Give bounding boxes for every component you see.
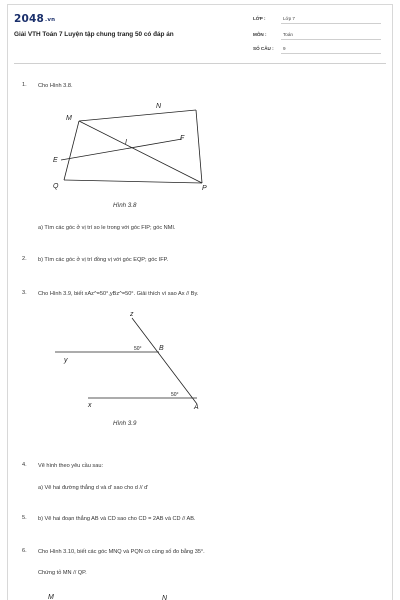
question-text: a) Tìm các góc ở vị trí so le trong với góc FIP; góc NMI.	[38, 225, 176, 231]
question-text: Cho Hình 3.8.	[38, 83, 73, 89]
label-E: E	[53, 157, 58, 164]
site-logo[interactable]: 2048.vn	[14, 13, 56, 25]
label-M: M	[66, 115, 72, 122]
label-M: M	[48, 594, 54, 600]
figure-3-9	[55, 304, 225, 430]
meta-class	[253, 14, 381, 24]
segment-MP	[79, 121, 202, 183]
angle-label-B: 50°	[134, 346, 142, 352]
question-number: 2.	[22, 256, 27, 262]
meta-question-count	[253, 44, 381, 54]
meta-underline	[281, 39, 381, 40]
meta-label: SỐ CÂU :	[253, 46, 274, 51]
label-P: P	[202, 185, 207, 192]
label-Q: Q	[53, 183, 59, 190]
question-text: b) Vẽ hai đoạn thẳng AB và CD sao cho CD = 2AB và CD // AB.	[38, 516, 196, 522]
label-B: B	[159, 345, 164, 352]
meta-value: Toán	[283, 32, 293, 37]
label-y: y	[64, 357, 68, 364]
question-text: a) Vẽ hai đường thẳng d và d' sao cho d // d'	[38, 485, 149, 491]
meta-underline	[281, 53, 381, 54]
question-text: Vẽ hình theo yêu cầu sau:	[38, 463, 103, 469]
header-divider	[14, 63, 386, 64]
question-number: 5.	[22, 515, 27, 521]
meta-label: LỚP :	[253, 16, 266, 21]
figure-caption: Hình 3.8	[113, 202, 137, 209]
segment-NP	[196, 110, 202, 183]
question-number: 1.	[22, 82, 27, 88]
figure-3-10	[40, 586, 200, 600]
label-x: x	[88, 402, 92, 409]
label-F: F	[180, 135, 185, 142]
question-text: Chứng tỏ MN // QP.	[38, 570, 87, 576]
segment-QP	[64, 180, 202, 183]
meta-value: Lớp 7	[283, 16, 295, 21]
segment-MQ	[64, 121, 79, 180]
document-title: Giải VTH Toán 7 Luyện tập chung trang 50 có đáp án	[14, 31, 174, 38]
meta-value: 9	[283, 46, 286, 51]
label-A: A	[194, 404, 199, 411]
angle-label-A: 50°	[171, 392, 179, 398]
question-text: Cho Hình 3.10, biết các góc MNQ và PQN có cùng số đo bằng 35°.	[38, 549, 205, 555]
meta-label: MÔN :	[253, 32, 267, 37]
question-number: 6.	[22, 548, 27, 554]
question-number: 3.	[22, 290, 27, 296]
meta-subject	[253, 30, 381, 40]
figure-3-8	[40, 96, 230, 218]
question-text: Cho Hình 3.9, biết xAz^=50°,yBz^=50°. Giải thích vì sao Ax // By.	[38, 291, 199, 297]
label-N: N	[156, 103, 162, 110]
question-number: 4.	[22, 462, 27, 468]
question-text: b) Tìm các góc ở vị trí đồng vị với góc EQP; góc IFP.	[38, 257, 169, 263]
label-N: N	[162, 595, 168, 600]
meta-underline	[281, 23, 381, 24]
segment-MN	[79, 110, 196, 121]
document-page	[7, 4, 393, 600]
figure-caption: Hình 3.9	[113, 420, 137, 427]
label-I: I	[125, 139, 127, 146]
transversal-z	[132, 318, 197, 404]
label-z: z	[130, 311, 134, 318]
